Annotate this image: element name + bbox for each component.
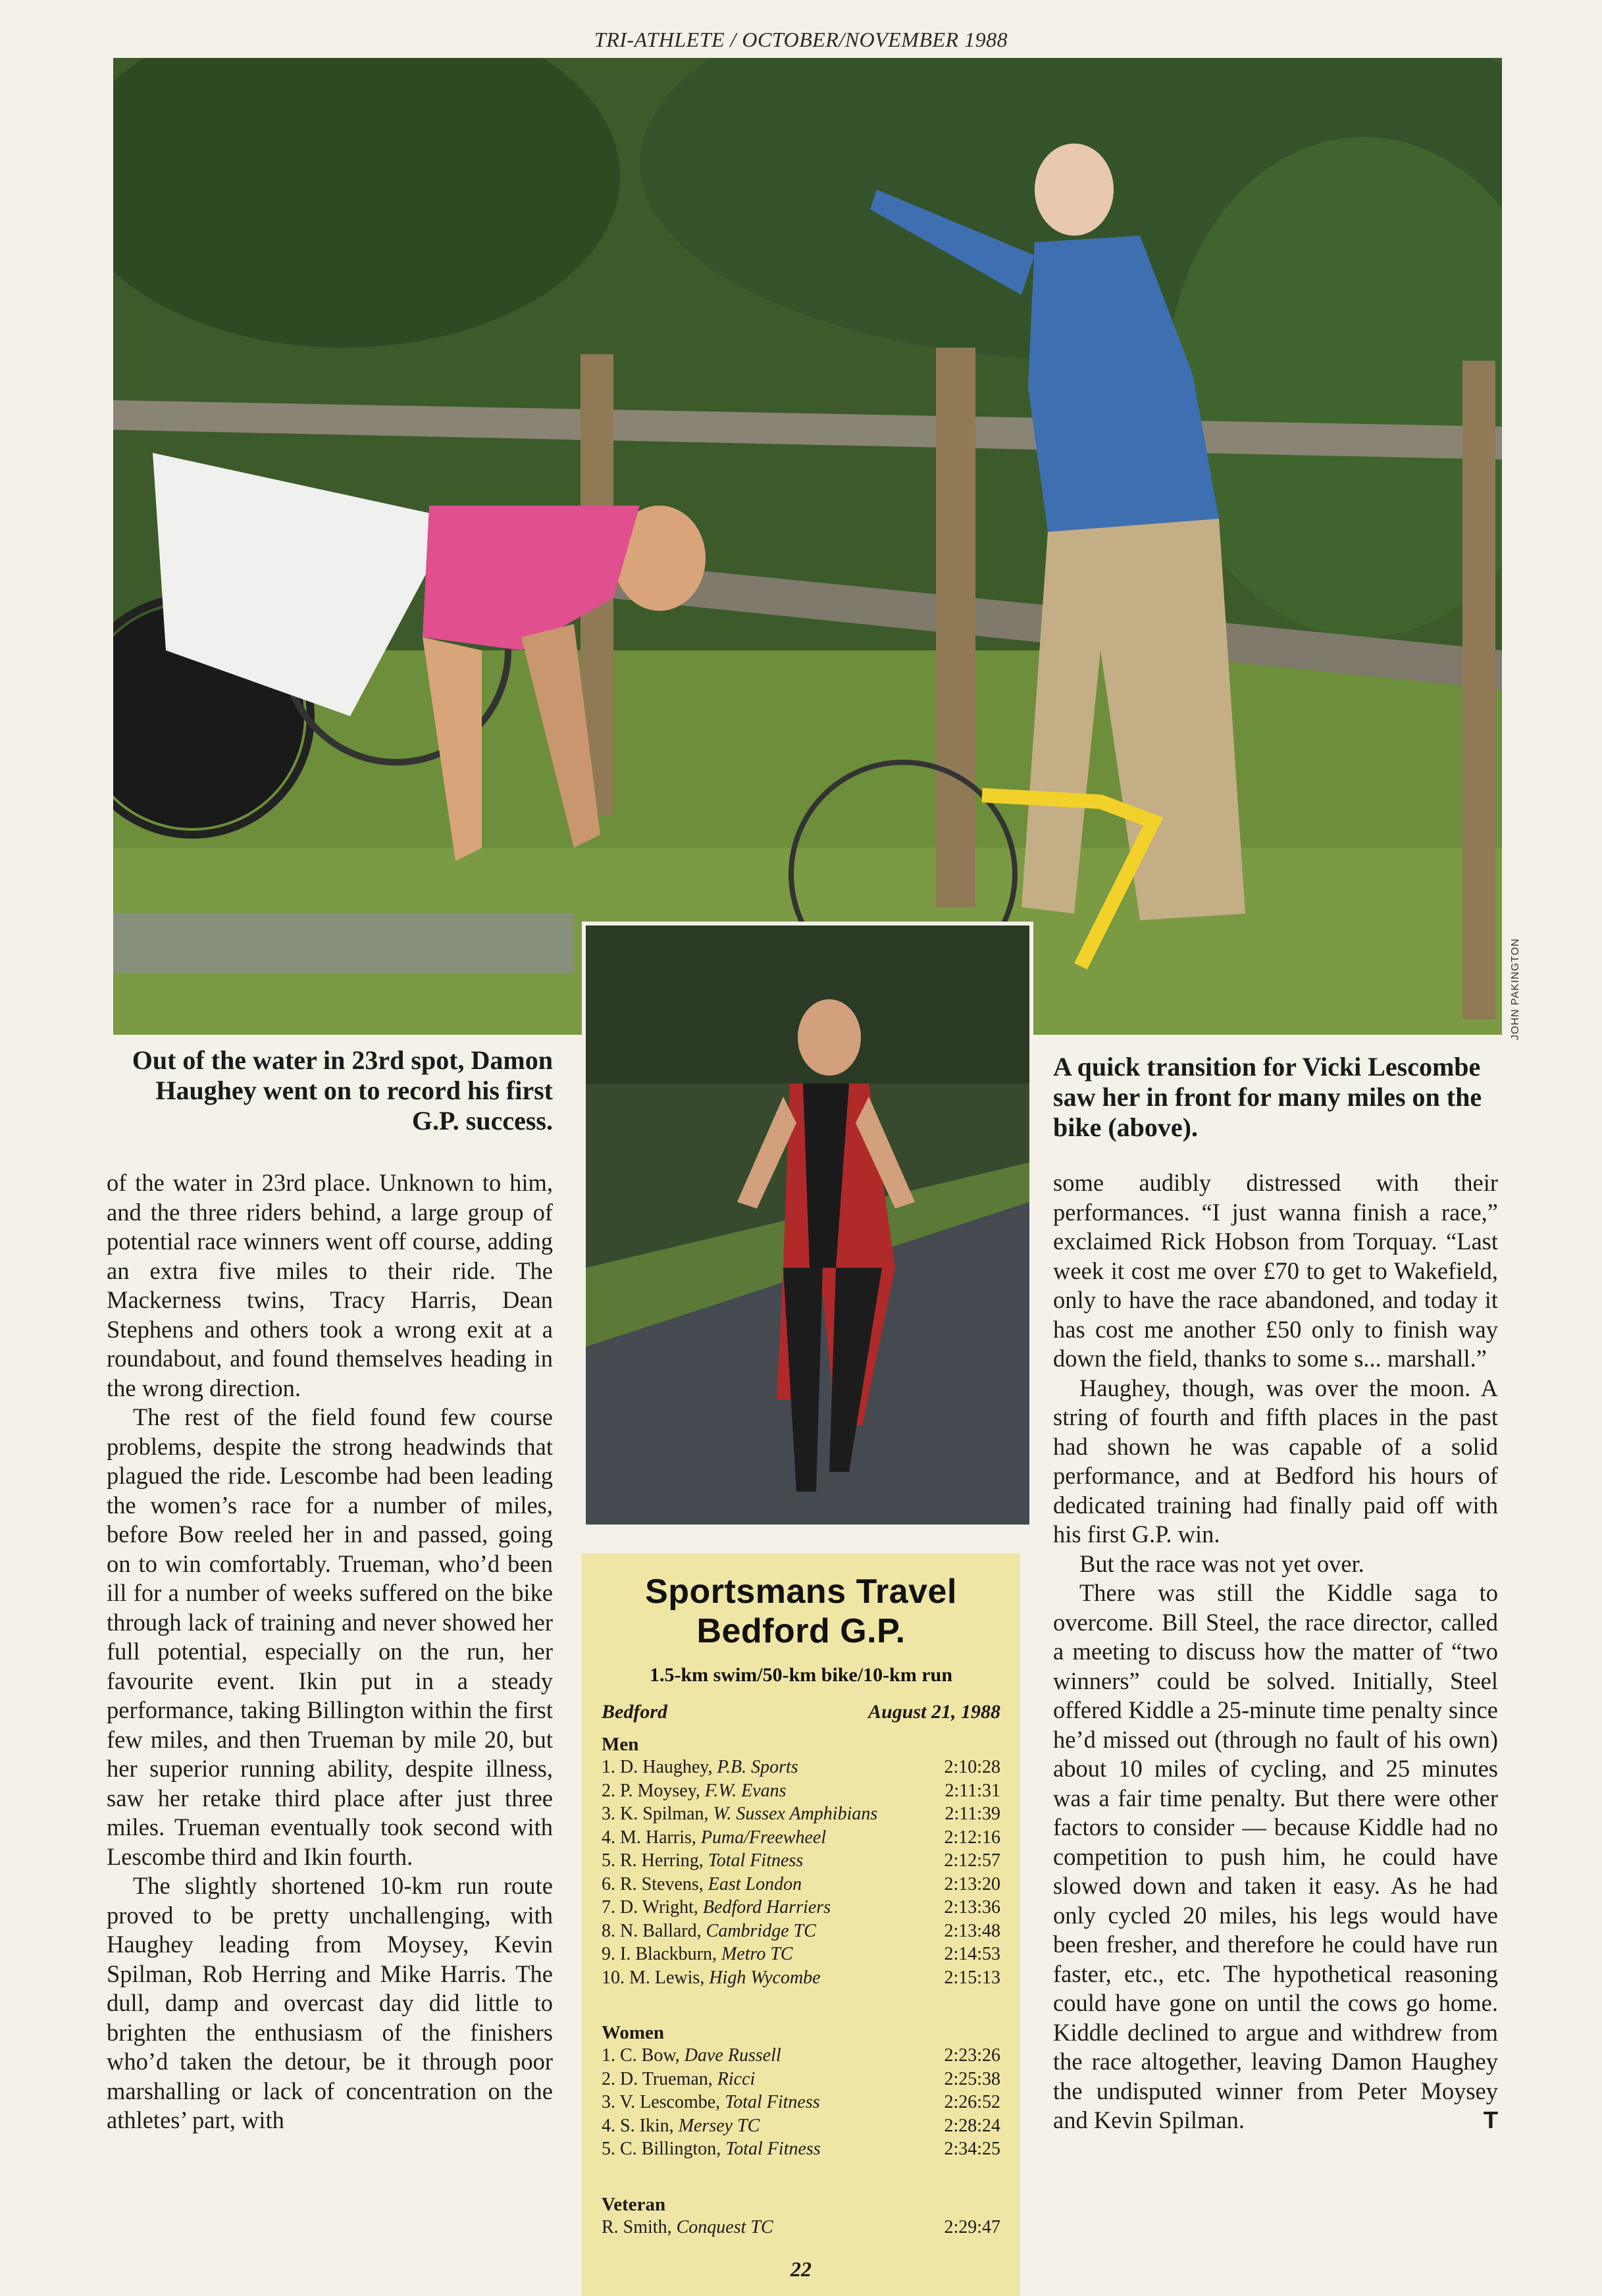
result-club: Cambridge TC: [706, 1920, 816, 1941]
result-time: 2:11:31: [944, 1780, 1000, 1801]
result-entry: [602, 1873, 802, 1896]
result-time: 2:12:16: [944, 1827, 1000, 1848]
result-club: Conquest TC: [676, 2216, 773, 2237]
veteran-heading: Veteran: [602, 2193, 666, 2215]
result-time: 2:12:57: [944, 1850, 1000, 1871]
result-time: 2:13:48: [944, 1920, 1000, 1941]
result-time: 2:23:26: [944, 2045, 1000, 2066]
result-row: [598, 2068, 1004, 2091]
caption-right: A quick transition for Vicki Lescombe saw her in front for many miles on the bike (above).: [1053, 1052, 1482, 1142]
result-time: 2:10:28: [944, 1757, 1000, 1777]
result-time: 2:13:36: [944, 1897, 1000, 1918]
result-club: Total Fitness: [708, 1850, 804, 1871]
result-entry: [602, 1849, 803, 1873]
result-time: 2:13:20: [944, 1873, 1000, 1894]
result-position: 3.: [602, 1804, 620, 1824]
women-heading: Women: [602, 2022, 665, 2043]
result-entry: [602, 2044, 781, 2068]
result-name: M. Lewis,: [629, 1967, 710, 1988]
result-name: D. Haughey,: [620, 1757, 717, 1777]
result-time: 2:15:13: [944, 1967, 1000, 1988]
result-name: S. Ikin,: [620, 2115, 679, 2136]
result-name: D. Wright,: [620, 1897, 703, 1918]
running-header: TRI-ATHLETE / OCTOBER/NOVEMBER 1988: [594, 28, 1008, 51]
paragraph: The rest of the field found few course problems, despite the strong headwinds that plagued the ride. Lescombe had been leading the women’s race for a number of miles, before Bow reeled her in and passed, going on to win comfortably. Trueman, who’d been ill for a number of weeks suffered on the bike through lack of training and never showed her full potential, especially on the run, her favourite event. Ikin put in a steady performance, taking Billington within the first few miles, and then Trueman by mile 20, but her superior running ability, despite illness, saw her retake third place after just three miles. Trueman eventually took second with Lescombe third and Ikin fourth.: [107, 1403, 553, 1870]
result-club: East London: [708, 1873, 802, 1894]
results-subtitle: 1.5-km swim/50-km bike/10-km run: [649, 1664, 953, 1686]
veteran-results-list: [598, 2216, 1004, 2239]
result-time: 2:28:24: [944, 2115, 1000, 2136]
result-position: 5.: [602, 2139, 620, 2159]
result-club: Total Fitness: [725, 2092, 820, 2112]
result-entry: [602, 1919, 816, 1943]
result-club: Bedford Harriers: [702, 1897, 831, 1918]
result-name: V. Lescombe,: [619, 2092, 725, 2112]
result-entry: [602, 1779, 787, 1803]
result-position: 8.: [602, 1920, 620, 1941]
result-name: M. Harris,: [620, 1827, 701, 1848]
result-club: Ricci: [717, 2068, 756, 2089]
inset-photo: [582, 922, 1033, 1528]
result-time: 2:34:25: [944, 2139, 1000, 2159]
women-results-list: [598, 2044, 1004, 2161]
page-number: 22: [790, 2257, 812, 2281]
result-name: N. Ballard,: [620, 1920, 706, 1941]
result-row: [598, 1849, 1004, 1873]
result-name: C. Bow,: [620, 2045, 685, 2066]
photo-credit: JOHN PAKINGTON: [1510, 938, 1521, 1040]
result-club: Dave Russell: [684, 2045, 781, 2066]
result-row: [598, 2137, 1004, 2161]
result-entry: [602, 2216, 773, 2239]
body-column-left: [107, 1168, 553, 2135]
result-club: High Wycombe: [709, 1967, 821, 1988]
result-row: [598, 1873, 1004, 1896]
result-time: 2:14:53: [944, 1944, 1000, 1964]
result-row: [598, 2044, 1004, 2068]
result-entry: [602, 2091, 820, 2114]
result-row: [598, 1802, 1004, 1826]
main-photo: [113, 58, 1502, 1035]
result-entry: [602, 1966, 821, 1990]
result-name: R. Stevens,: [620, 1873, 708, 1894]
result-entry: [602, 1896, 831, 1919]
result-entry: [602, 1756, 798, 1779]
paragraph: Haughey, though, was over the moon. A string of fourth and fifth places in the past had shown he was capable of a solid performance, and at Bedford his hours of dedicated training had finally paid off with his first G.P. win.: [1053, 1374, 1498, 1548]
result-row: [598, 1896, 1004, 1919]
caption-left: Out of the water in 23rd spot, Damon Haughey went on to record his first G.P. success.: [132, 1045, 553, 1135]
result-name: I. Blackburn,: [620, 1944, 721, 1964]
result-club: Mersey TC: [678, 2115, 760, 2136]
result-row: [598, 1756, 1004, 1779]
result-row: [598, 1943, 1004, 1966]
result-entry: [602, 2068, 755, 2091]
result-entry: [602, 1802, 877, 1826]
men-results-list: [598, 1756, 1004, 1989]
result-time: 2:29:47: [944, 2216, 1000, 2237]
result-row: [598, 2091, 1004, 2114]
end-mark: T: [1483, 2106, 1498, 2133]
men-heading: Men: [602, 1734, 639, 1755]
result-position: 1.: [602, 2045, 620, 2066]
results-meta: [598, 1701, 1004, 1723]
results-location: Bedford: [602, 1701, 667, 1723]
result-position: 10.: [602, 1967, 629, 1988]
result-position: 2.: [602, 2068, 620, 2089]
result-time: 2:25:38: [944, 2068, 1000, 2089]
result-position: 1.: [602, 1757, 620, 1777]
result-name: C. Billington,: [620, 2139, 726, 2159]
result-time: 2:26:52: [944, 2092, 1000, 2112]
result-row: [598, 2114, 1004, 2138]
paragraph: But the race was not yet over.: [1079, 1550, 1364, 1577]
result-row: [598, 1966, 1004, 1990]
result-position: 2.: [602, 1780, 620, 1801]
result-position: 6.: [602, 1873, 620, 1894]
result-name: K. Spilman,: [620, 1804, 713, 1824]
result-position: 3.: [602, 2092, 620, 2112]
result-row: [598, 2216, 1004, 2239]
body-column-right: [1053, 1168, 1498, 2135]
result-name: D. Trueman,: [620, 2068, 717, 2089]
result-club: Metro TC: [721, 1944, 793, 1964]
paragraph: some audibly distressed with their performances. “I just wanna finish a race,” exclaimed Rick Hobson from Torquay. “Last week it cost me over £70 to get to Wakefield, only to have the race abandoned, and today it has cost me another £50 only to finish way down the field, thanks to some s... marshall.”: [1053, 1169, 1498, 1372]
result-club: Total Fitness: [725, 2139, 821, 2159]
result-club: F.W. Evans: [704, 1780, 787, 1801]
result-position: 4.: [602, 2115, 620, 2136]
paragraph: [1053, 1578, 1498, 2135]
results-box: [582, 1553, 1020, 2296]
result-row: [598, 1779, 1004, 1803]
result-position: 9.: [602, 1944, 620, 1964]
result-club: W. Sussex Amphibians: [713, 1804, 878, 1824]
result-entry: [602, 2114, 760, 2138]
result-time: 2:11:39: [944, 1804, 1000, 1824]
result-entry: [602, 2137, 821, 2161]
result-entry: [602, 1826, 826, 1850]
result-name: R. Herring,: [620, 1850, 708, 1871]
result-name: P. Moysey,: [620, 1780, 705, 1801]
result-position: 4.: [602, 1827, 620, 1848]
paragraph-text: There was still the Kiddle saga to overcome. Bill Steel, the race director, called a meeting to discuss how the matter of “two winners” could be solved. Initially, Steel offered Kiddle a 25-minute time penalty since he’d missed out (through no fault of his own) about 10 miles of cycling, and 25 minutes was a fair time penalty. But there were other factors to consider — because Kiddle had no competition to push him, he could have slowed down and taken it easy. As he had only cycled 20 miles, his legs would have been fresher, and therefore he could have run faster, etc., etc. The hypothetical reasoning could have gone on until the cows go home. Kiddle declined to argue and withdrew from the race altogether, leaving Damon Haughey the undisputed winner from Peter Moysey and Kevin Spilman.: [1053, 1579, 1498, 2133]
result-row: [598, 1826, 1004, 1850]
result-entry: [602, 1943, 793, 1966]
result-position: 7.: [602, 1897, 620, 1918]
result-row: [598, 1919, 1004, 1943]
result-club: P.B. Sports: [717, 1757, 798, 1777]
results-date: August 21, 1988: [868, 1701, 1000, 1723]
paragraph: of the water in 23rd place. Unknown to him, and the three riders behind, a large group of potential race winners went off course, adding an extra five miles to their ride. The Mackerness twins, Tracy Harris, Dean Stephens and others took a wrong exit at a roundabout, and found themselves heading in the wrong direction.: [107, 1169, 553, 1401]
result-name: R. Smith,: [602, 2216, 677, 2237]
paragraph: The slightly shortened 10-km run route proved to be pretty unchallenging, with Haughey leading from Moysey, Kevin Spilman, Rob Herring and Mike Harris. The dull, damp and overcast day did little to brighten the enthusiasm of the finishers who’d taken the detour, be it through poor marshalling or lack of concentration on the athletes’ part, with: [107, 1872, 553, 2133]
result-position: 5.: [602, 1850, 620, 1871]
results-title: Sportsmans Travel Bedford G.P.: [645, 1573, 957, 1650]
result-club: Puma/Freewheel: [700, 1827, 827, 1848]
